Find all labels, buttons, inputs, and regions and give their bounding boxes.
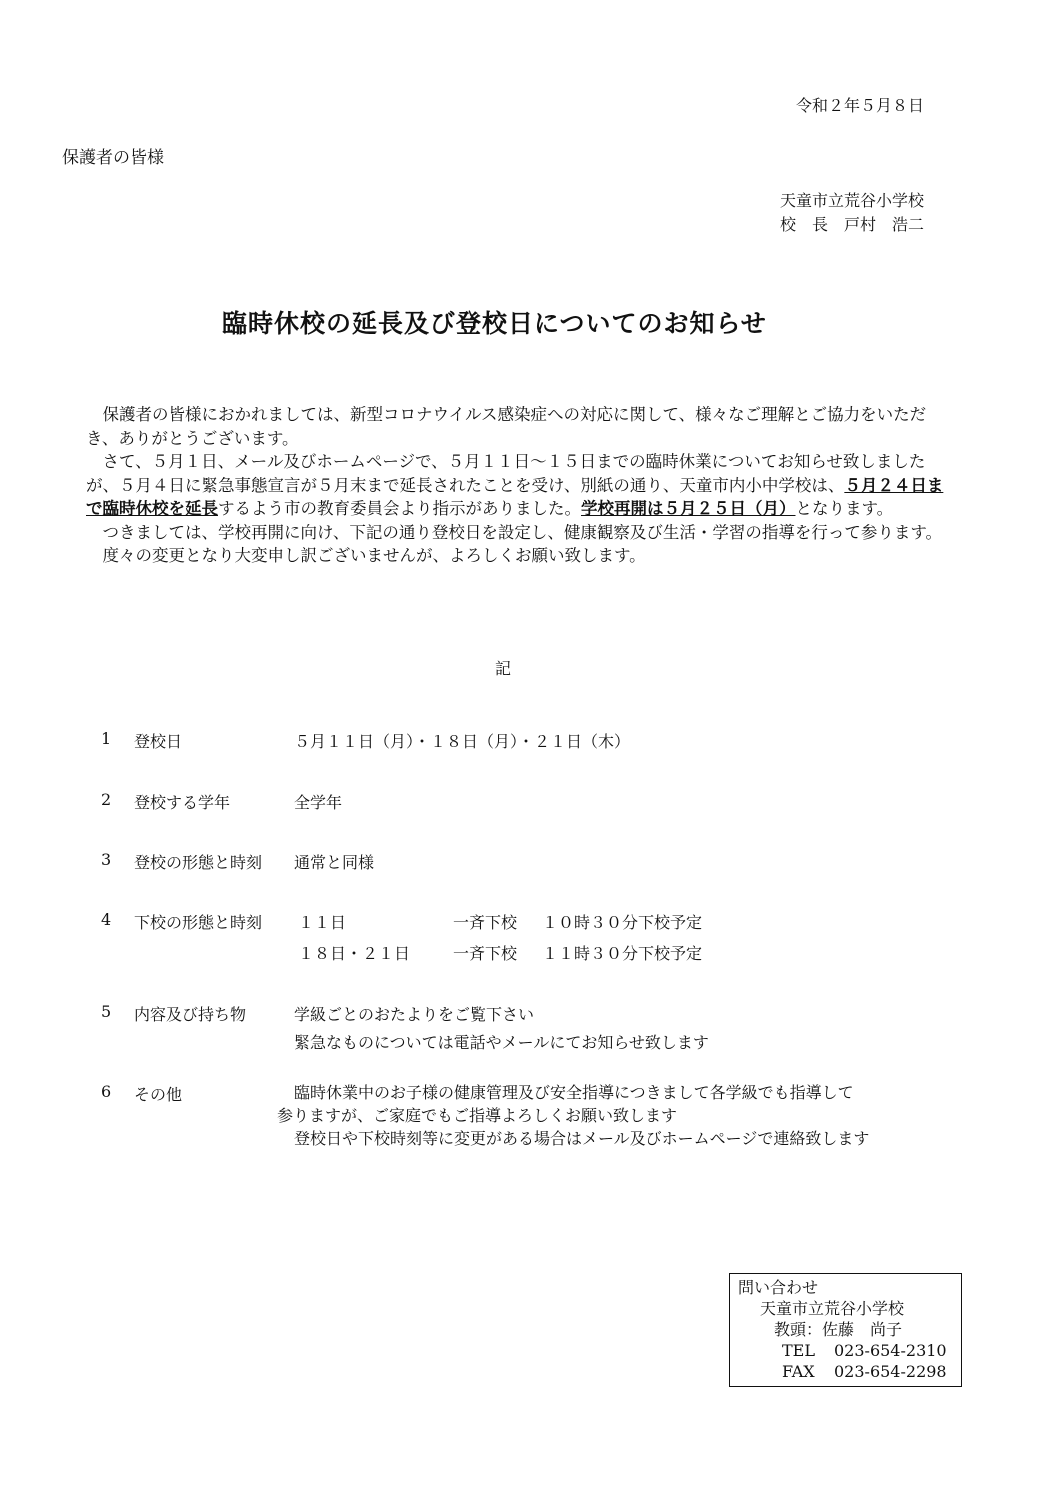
- item-value-line: 登校日や下校時刻等に変更がある場合はメール及びホームページで連絡致します: [294, 1129, 870, 1148]
- item-value: 全学年: [294, 793, 343, 812]
- contact-school: 天童市立荒谷小学校: [760, 1299, 905, 1318]
- sender-school: 天童市立荒谷小学校: [780, 191, 925, 210]
- item-value-line: 学級ごとのおたよりをご覧下さい: [294, 1005, 535, 1024]
- dismissal-time: １１時３０分下校予定: [542, 944, 703, 963]
- contact-person: 教頭：佐藤 尚子: [774, 1320, 903, 1339]
- item-number: 5: [101, 1002, 112, 1021]
- contact-tel-label: TEL: [782, 1341, 815, 1360]
- item-label: 内容及び持ち物: [134, 1005, 247, 1024]
- dismissal-day: １８日・２１日: [298, 944, 411, 963]
- paragraph-extension-part-e: となります。: [795, 499, 894, 518]
- dismissal-day: １１日: [298, 913, 347, 932]
- item-number: 1: [101, 729, 112, 748]
- paragraph-extension-part-a: さて、５月１日、メール及びホームページで、５月１１日～１５日までの臨時休業についてお知らせ致しましたが、５月４日に緊急事態宣言が５月末まで延長されたことを受け、別紙の通り、天童市内小中学校は、: [86, 452, 926, 495]
- dismissal-time: １０時３０分下校予定: [542, 913, 703, 932]
- item-number: 2: [101, 790, 112, 809]
- paragraph-greeting: 保護者の皆様におかれましては、新型コロナウイルス感染症への対応に関して、様々なご理解とご協力をいただき、ありがとうございます。: [86, 405, 927, 448]
- school-reopen-highlight: 学校再開は５月２５日（月）: [581, 499, 796, 518]
- document-date: 令和２年５月８日: [796, 96, 925, 115]
- paragraph-schedule: つきましては、学校再開に向け、下記の通り登校日を設定し、健康観察及び生活・学習の指導を行って参ります。: [102, 522, 943, 542]
- item-label: 登校する学年: [134, 793, 231, 812]
- paragraph-extension-part-c: するよう市の教育委員会より指示がありました。: [218, 499, 581, 518]
- paragraph-extension: [86, 450, 956, 521]
- contact-fax: 023-654-2298: [834, 1362, 947, 1381]
- dismissal-type: 一斉下校: [453, 913, 518, 932]
- item-label: その他: [134, 1085, 183, 1104]
- document-title: 臨時休校の延長及び登校日についてのお知らせ: [222, 309, 767, 338]
- item-value: 通常と同様: [294, 853, 375, 872]
- closure-extension-highlight: ５月２４日まで臨時休校を延長: [86, 475, 944, 518]
- item-value-line: 緊急なものについては電話やメールにてお知らせ致します: [294, 1033, 709, 1052]
- item-number: 3: [101, 850, 112, 869]
- recipient: 保護者の皆様: [62, 148, 164, 168]
- item-label: 下校の形態と時刻: [134, 913, 263, 932]
- body-text: [86, 403, 956, 568]
- item-value-line: 臨時休業中のお子様の健康管理及び安全指導につきまして各学級でも指導して: [294, 1083, 854, 1102]
- item-label: 登校の形態と時刻: [134, 853, 263, 872]
- item-value-line: 参りますが、ご家庭でもご指導よろしくお願い致します: [277, 1106, 678, 1125]
- contact-heading: 問い合わせ: [738, 1278, 819, 1297]
- paragraph-apology: 度々の変更となり大変申し訳ございませんが、よろしくお願い致します。: [102, 546, 646, 565]
- ki-heading: 記: [495, 659, 512, 678]
- contact-fax-label: FAX: [782, 1362, 815, 1381]
- contact-tel: 023-654-2310: [834, 1341, 947, 1360]
- item-label: 登校日: [134, 732, 183, 751]
- sender-principal: 校 長 戸村 浩二: [780, 215, 925, 234]
- contact-box: [729, 1273, 962, 1387]
- item-number: 6: [101, 1082, 112, 1101]
- dismissal-type: 一斉下校: [453, 944, 518, 963]
- item-number: 4: [101, 910, 112, 929]
- item-value: ５月１１日（月）・１８日（月）・２１日（木）: [294, 732, 631, 751]
